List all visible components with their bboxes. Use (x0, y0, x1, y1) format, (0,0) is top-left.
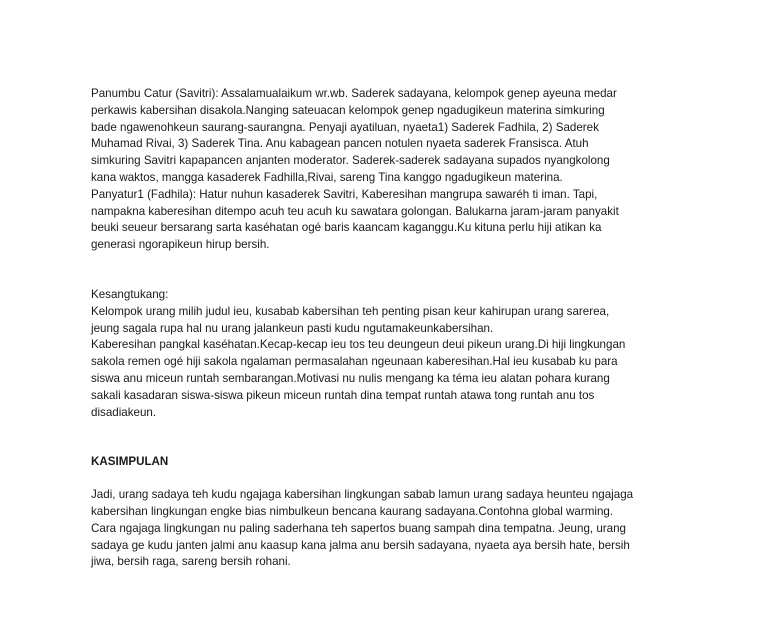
text-line: sadaya ge kudu janten jalmi anu kaasup kana jalma anu bersih sadayana, nyaeta aya bersih hate, bersih (91, 538, 630, 552)
kesangtukang-paragraph (91, 287, 691, 421)
document-page (91, 86, 691, 571)
text-line: disadiakeun. (91, 405, 157, 419)
kasimpulan-paragraph (91, 487, 691, 571)
text-line: Muhamad Rivai, 3) Saderek Tina. Anu kabagean pancen notulen nyaeta saderek Fransisca. Atuh (91, 137, 589, 151)
text-line: generasi ngorapikeun hirup bersih. (91, 238, 270, 252)
spacer (91, 421, 691, 454)
text-line: beuki seueur bersarang sarta kaséhatan ogé baris kaancam kaganggu.Ku kituna perlu hiji atikan ka (91, 221, 602, 235)
text-line: Jadi, urang sadaya teh kudu ngajaga kabersihan lingkungan sabab lamun urang sadaya heunteu ngajaga (91, 488, 634, 502)
text-line: Kelompok urang milih judul ieu, kusabab kabersihan teh penting pisan keur kahirupan urang sarerea, (91, 304, 610, 318)
text-line: simkuring Savitri kapapancen anjanten moderator. Saderek-saderek sadayana supados nyangkolong (91, 154, 610, 168)
text-line: nampakna kaberesihan ditempo acuh teu acuh ku sawatara golongan. Balukarna jaram-jaram panyakit (91, 204, 619, 218)
text-line: Kaberesihan pangkal kaséhatan.Kecap-kecap ieu tos teu deungeun deui pikeun urang.Di hiji lingkungan (91, 338, 626, 352)
text-line: siswa anu miceun runtah sembarangan.Motivasi nu nulis mengang ka téma ieu alatan pohara kurang (91, 371, 610, 385)
intro-paragraph (91, 86, 691, 254)
spacer (91, 254, 691, 287)
text-line: Panyatur1 (Fadhila): Hatur nuhun kasaderek Savitri, Kaberesihan mangrupa sawaréh ti iman. Tapi, (91, 187, 598, 201)
text-line: perkawis kabersihan disakola.Nanging sateuacan kelompok genep ngadugikeun materina simkuring (91, 103, 605, 117)
text-line: kabersihan lingkungan engke bias nimbulkeun bencana kaurang sadayana.Contohna global warming. (91, 504, 614, 518)
kasimpulan-heading: KASIMPULAN (91, 455, 169, 469)
text-line: jeung sagala rupa hal nu urang jalankeun pasti kudu ngutamakeunkabersihan. (91, 321, 494, 335)
text-line: jiwa, bersih raga, sareng bersih rohani. (91, 555, 291, 569)
section-label: Kesangtukang: (91, 287, 169, 301)
text-line: sakola remen ogé hiji sakola ngalaman permasalahan ngeunaan kaberesihan.Hal ieu kusabab ku para (91, 355, 618, 369)
text-line: bade ngawenohkeun saurang-saurangna. Penyaji ayatiluan, nyaeta1) Saderek Fadhila, 2) Saderek (91, 120, 599, 134)
text-line: Cara ngajaga lingkungan nu paling saderhana teh sapertos buang sampah dina tempatna. Jeung, urang (91, 521, 626, 535)
text-line: Panumbu Catur (Savitri): Assalamualaikum wr.wb. Saderek sadayana, kelompok genep ayeuna medar (91, 87, 617, 100)
text-line: sakali kasadaran siswa-siswa pikeun miceun runtah dina tempat runtah atawa tong runtah anu tos (91, 388, 595, 402)
text-line: kana waktos, mangga kasaderek Fadhilla,Rivai, sareng Tina kanggo ngadugikeun materina. (91, 170, 563, 184)
spacer (91, 471, 691, 487)
